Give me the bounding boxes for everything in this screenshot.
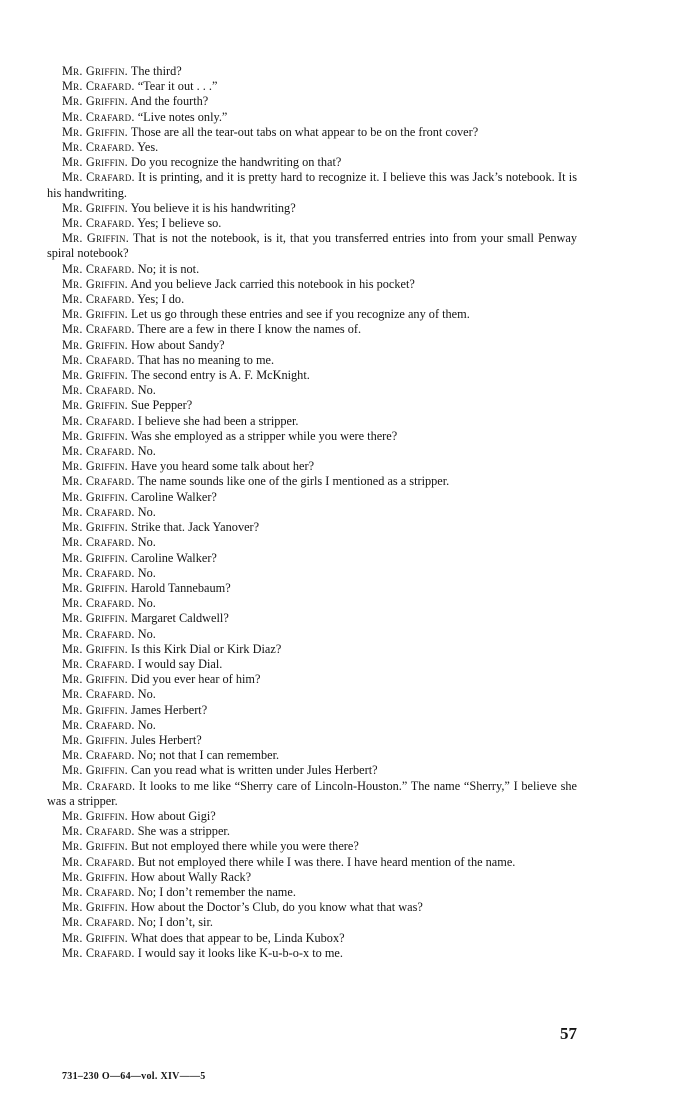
transcript-entry <box>47 581 577 596</box>
speaker-name: Mr. Griffin. <box>62 763 128 778</box>
transcript-entry <box>47 535 577 550</box>
transcript-entry <box>47 125 577 140</box>
speaker-name: Mr. Crafard. <box>62 778 136 793</box>
speaker-name: Mr. Griffin. <box>62 641 128 656</box>
speaker-name: Mr. Crafard. <box>62 915 135 930</box>
speaker-name: Mr. Griffin. <box>62 276 128 291</box>
speaker-name: Mr. Crafard. <box>62 140 135 155</box>
speaker-name: Mr. Griffin. <box>62 200 128 215</box>
transcript-entry <box>47 292 577 307</box>
testimony-text: Caroline Walker? <box>131 489 217 504</box>
testimony-text: She was a stripper. <box>137 824 230 839</box>
transcript-entry <box>47 140 577 155</box>
testimony-text: You believe it is his handwriting? <box>130 200 296 215</box>
testimony-text: “Live notes only.” <box>137 109 228 124</box>
testimony-text: It is printing, and it is pretty hard to recognize it. I believe this was Jack’s notebook. It is his handwriting. <box>47 170 578 200</box>
transcript-entry <box>47 870 577 885</box>
testimony-text: How about the Doctor’s Club, do you know what that was? <box>131 900 423 915</box>
transcript-entry <box>47 231 577 261</box>
transcript-entry <box>47 809 577 824</box>
transcript-entry <box>47 216 577 231</box>
transcript-entry <box>47 642 577 657</box>
transcript-entry <box>47 201 577 216</box>
transcript-entry <box>47 672 577 687</box>
transcript-entry <box>47 353 577 368</box>
speaker-name: Mr. Crafard. <box>62 292 135 307</box>
speaker-name: Mr. Griffin. <box>62 900 128 915</box>
speaker-name: Mr. Crafard. <box>62 565 135 580</box>
page-number: 57 <box>560 1024 577 1043</box>
transcript-entry <box>47 657 577 672</box>
testimony-text: Let us go through these entries and see if you recognize any of them. <box>131 307 470 322</box>
speaker-name: Mr. Crafard. <box>62 596 135 611</box>
transcript-entry <box>47 383 577 398</box>
testimony-text: I believe she had been a stripper. <box>137 413 299 428</box>
transcript-entry <box>47 414 577 429</box>
speaker-name: Mr. Crafard. <box>62 687 135 702</box>
speaker-name: Mr. Crafard. <box>62 748 135 763</box>
speaker-name: Mr. Crafard. <box>62 535 135 550</box>
testimony-text: Did you ever hear of him? <box>131 672 261 687</box>
speaker-name: Mr. Griffin. <box>62 550 128 565</box>
transcript-entry <box>47 931 577 946</box>
testimony-text: Have you heard some talk about her? <box>131 459 315 474</box>
testimony-text: No; not that I can remember. <box>137 748 280 763</box>
speaker-name: Mr. Griffin. <box>62 869 128 884</box>
testimony-text: But not employed there while you were there? <box>131 839 359 854</box>
testimony-text: Can you read what is written under Jules Herbert? <box>131 763 378 778</box>
testimony-text: But not employed there while I was there. I have heard mention of the name. <box>137 854 516 869</box>
testimony-text: Strike that. Jack Yanover? <box>131 520 260 535</box>
speaker-name: Mr. Griffin. <box>62 428 128 443</box>
speaker-name: Mr. Griffin. <box>62 808 128 823</box>
transcript-entry <box>47 307 577 322</box>
transcript-entry <box>47 946 577 961</box>
testimony-text: That is not the notebook, is it, that you transferred entries into from your small Penway spiral notebook? <box>47 231 577 261</box>
transcript-entry <box>47 703 577 718</box>
speaker-name: Mr. Griffin. <box>62 337 128 352</box>
speaker-name: Mr. Griffin. <box>62 580 128 595</box>
testimony-text: No. <box>137 596 156 611</box>
speaker-name: Mr. Griffin. <box>62 459 128 474</box>
speaker-name: Mr. Crafard. <box>62 854 135 869</box>
transcript-entry <box>47 596 577 611</box>
speaker-name: Mr. Griffin. <box>62 64 128 78</box>
transcript-entry <box>47 277 577 292</box>
testimony-text: Margaret Caldwell? <box>131 611 229 626</box>
testimony-text: The second entry is A. F. McKnight. <box>130 368 310 383</box>
speaker-name: Mr. Griffin. <box>62 489 128 504</box>
speaker-name: Mr. Crafard. <box>62 444 135 459</box>
speaker-name: Mr. Crafard. <box>62 322 135 337</box>
speaker-name: Mr. Crafard. <box>62 824 135 839</box>
transcript-entry <box>47 885 577 900</box>
testimony-text: No; I don’t remember the name. <box>137 884 296 899</box>
testimony-text: How about Gigi? <box>131 808 216 823</box>
testimony-text: No. <box>137 504 156 519</box>
transcript-entry <box>47 520 577 535</box>
transcript-entry <box>47 94 577 109</box>
testimony-text: Is this Kirk Dial or Kirk Diaz? <box>131 641 282 656</box>
testimony-text: No; it is not. <box>137 261 200 276</box>
speaker-name: Mr. Crafard. <box>62 474 135 489</box>
transcript-entry <box>47 490 577 505</box>
testimony-text: Those are all the tear-out tabs on what appear to be on the front cover? <box>130 124 479 139</box>
transcript-body <box>47 64 577 961</box>
testimony-text: James Herbert? <box>131 702 208 717</box>
transcript-entry <box>47 262 577 277</box>
speaker-name: Mr. Crafard. <box>62 261 135 276</box>
testimony-text: That has no meaning to me. <box>137 352 275 367</box>
transcript-entry <box>47 855 577 870</box>
testimony-text: No. <box>137 565 156 580</box>
testimony-text: No. <box>137 626 156 641</box>
transcript-entry <box>47 322 577 337</box>
transcript-entry <box>47 338 577 353</box>
testimony-text: Was she employed as a stripper while you were there? <box>130 428 398 443</box>
testimony-text: Jules Herbert? <box>131 732 202 747</box>
speaker-name: Mr. Crafard. <box>62 170 135 185</box>
transcript-entry <box>47 733 577 748</box>
speaker-name: Mr. Griffin. <box>62 124 128 139</box>
speaker-name: Mr. Crafard. <box>62 383 135 398</box>
transcript-entry <box>47 398 577 413</box>
transcript-entry <box>47 368 577 383</box>
testimony-text: And you believe Jack carried this notebook in his pocket? <box>130 276 415 291</box>
speaker-name: Mr. Griffin. <box>62 732 128 747</box>
testimony-text: I would say Dial. <box>137 656 223 671</box>
testimony-text: No. <box>137 717 156 732</box>
speaker-name: Mr. Griffin. <box>62 839 128 854</box>
testimony-text: It looks to me like “Sherry care of Lincoln-Houston.” The name “Sherry,” I believe she was a stripper. <box>47 778 577 808</box>
transcript-entry <box>47 824 577 839</box>
testimony-text: There are a few in there I know the names of. <box>137 322 362 337</box>
transcript-entry <box>47 779 577 809</box>
speaker-name: Mr. Griffin. <box>62 94 128 109</box>
testimony-text: No; I don’t, sir. <box>137 915 213 930</box>
testimony-text: How about Wally Rack? <box>131 869 252 884</box>
transcript-entry <box>47 718 577 733</box>
speaker-name: Mr. Griffin. <box>62 520 128 535</box>
speaker-name: Mr. Griffin. <box>62 231 129 246</box>
testimony-text: Yes; I do. <box>137 292 185 307</box>
transcript-entry <box>47 748 577 763</box>
speaker-name: Mr. Crafard. <box>62 504 135 519</box>
testimony-text: Yes. <box>137 140 159 155</box>
testimony-text: Yes; I believe so. <box>137 216 222 231</box>
speaker-name: Mr. Crafard. <box>62 413 135 428</box>
print-footer: 731–230 O—64—vol. XIV——5 <box>62 1071 206 1082</box>
testimony-text: The name sounds like one of the girls I mentioned as a stripper. <box>137 474 450 489</box>
testimony-text: I would say it looks like K-u-b-o-x to me. <box>137 945 343 960</box>
speaker-name: Mr. Griffin. <box>62 398 128 413</box>
testimony-text: The third? <box>130 64 182 78</box>
transcript-entry <box>47 474 577 489</box>
testimony-text: Do you recognize the handwriting on that? <box>131 155 342 170</box>
speaker-name: Mr. Crafard. <box>62 717 135 732</box>
speaker-name: Mr. Griffin. <box>62 672 128 687</box>
transcript-entry <box>47 429 577 444</box>
transcript-entry <box>47 155 577 170</box>
testimony-text: No. <box>137 535 156 550</box>
speaker-name: Mr. Griffin. <box>62 702 128 717</box>
transcript-entry <box>47 611 577 626</box>
speaker-name: Mr. Crafard. <box>62 79 135 94</box>
transcript-entry <box>47 839 577 854</box>
speaker-name: Mr. Crafard. <box>62 216 135 231</box>
transcript-entry <box>47 79 577 94</box>
transcript-entry <box>47 459 577 474</box>
testimony-text: And the fourth? <box>130 94 209 109</box>
speaker-name: Mr. Griffin. <box>62 930 128 945</box>
testimony-text: “Tear it out . . .” <box>137 79 218 94</box>
transcript-entry <box>47 763 577 778</box>
speaker-name: Mr. Crafard. <box>62 884 135 899</box>
testimony-text: No. <box>137 383 156 398</box>
speaker-name: Mr. Crafard. <box>62 109 135 124</box>
transcript-entry <box>47 110 577 125</box>
transcript-entry <box>47 444 577 459</box>
transcript-entry <box>47 627 577 642</box>
transcript-entry <box>47 566 577 581</box>
speaker-name: Mr. Griffin. <box>62 368 128 383</box>
testimony-text: No. <box>137 444 156 459</box>
transcript-entry <box>47 170 577 200</box>
transcript-entry <box>47 900 577 915</box>
testimony-text: Caroline Walker? <box>131 550 217 565</box>
speaker-name: Mr. Crafard. <box>62 626 135 641</box>
speaker-name: Mr. Griffin. <box>62 155 128 170</box>
testimony-text: No. <box>137 687 156 702</box>
speaker-name: Mr. Crafard. <box>62 352 135 367</box>
transcript-entry <box>47 915 577 930</box>
transcript-entry <box>47 505 577 520</box>
transcript-entry <box>47 687 577 702</box>
transcript-entry <box>47 551 577 566</box>
speaker-name: Mr. Griffin. <box>62 307 128 322</box>
testimony-text: Sue Pepper? <box>131 398 193 413</box>
testimony-text: How about Sandy? <box>131 337 225 352</box>
speaker-name: Mr. Griffin. <box>62 611 128 626</box>
testimony-text: Harold Tannebaum? <box>131 580 231 595</box>
speaker-name: Mr. Crafard. <box>62 656 135 671</box>
transcript-entry <box>47 64 577 79</box>
speaker-name: Mr. Crafard. <box>62 945 135 960</box>
testimony-text: What does that appear to be, Linda Kubox? <box>130 930 345 945</box>
